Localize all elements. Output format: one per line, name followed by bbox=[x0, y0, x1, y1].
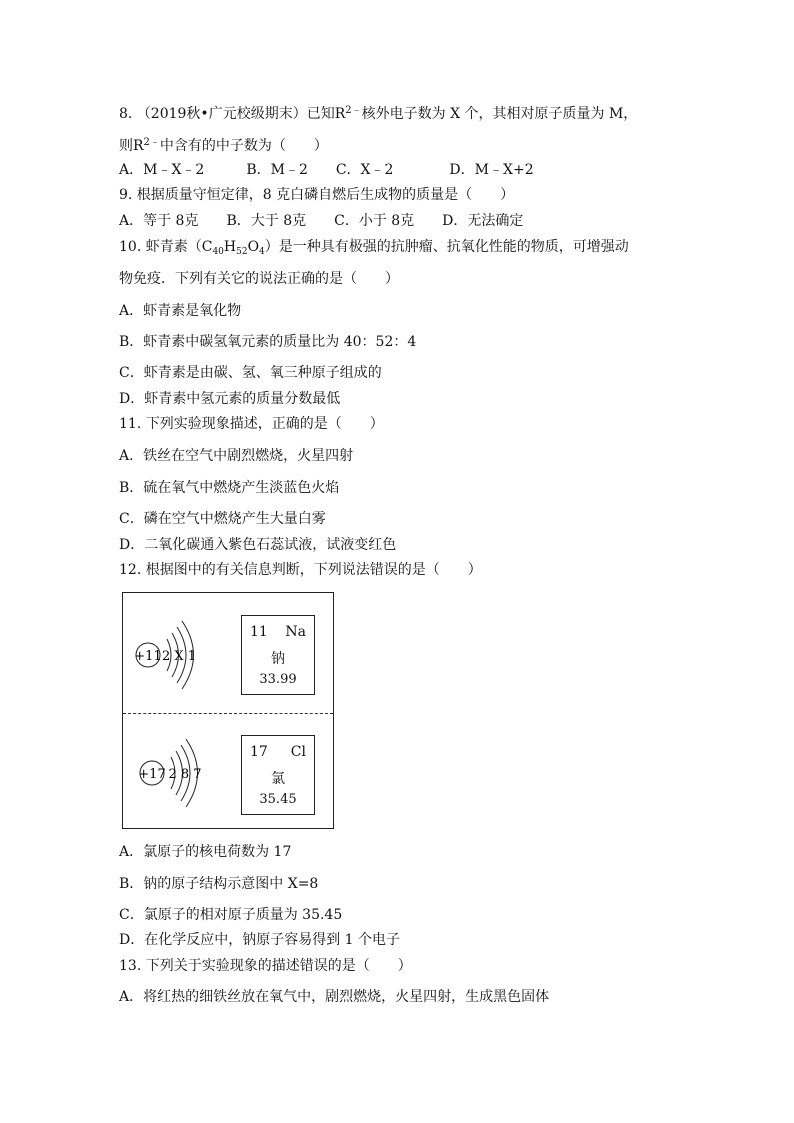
q13-option-a: A．将红热的细铁丝放在氧气中，剧烈燃烧，火星四射，生成黑色固体 bbox=[119, 989, 550, 1005]
q10-sub-o: 4 bbox=[259, 247, 265, 257]
q10-o: O bbox=[247, 239, 260, 255]
cl-atomic-number: 17 bbox=[250, 744, 268, 760]
q12-stem: 12. 根据图中的有关信息判断，下列说法错误的是（ ） bbox=[119, 562, 482, 578]
na-atomic-number: 11 bbox=[250, 624, 268, 640]
q11-stem: 11. 下列实验现象描述，正确的是（ ） bbox=[119, 416, 384, 432]
cl-symbol: Cl bbox=[290, 744, 306, 760]
q8-stem-part2: 核外电子数为 X 个，其相对原子质量为 M， bbox=[361, 106, 638, 122]
q10-stem-part2: ）是一种具有极强的抗肿瘤、抗氧化性能的物质，可增强动 bbox=[264, 239, 629, 255]
q11-option-b: B．硫在氧气中燃烧产生淡蓝色火焰 bbox=[119, 480, 340, 496]
na-symbol: Na bbox=[285, 624, 306, 640]
q9-options: A．等于 8克 B．大于 8克 C．小于 8克 D．无法确定 bbox=[119, 213, 524, 229]
q12-option-b: B．钠的原子结构示意图中 X=8 bbox=[119, 876, 319, 892]
q12-option-d: D．在化学反应中，钠原子容易得到 1 个电子 bbox=[119, 932, 401, 948]
q12-option-a: A．氯原子的核电荷数为 17 bbox=[119, 844, 292, 860]
q11-option-a: A．铁丝在空气中剧烈燃烧，火星四射 bbox=[119, 448, 354, 464]
cl-element-card bbox=[241, 735, 315, 815]
q8-stem-line2 bbox=[119, 134, 328, 155]
cl-name: 氯 bbox=[271, 771, 285, 787]
q8-stem-part1: 8. （2019秋•广元校级期末）已知R bbox=[119, 106, 346, 122]
q10-sub-c: 40 bbox=[212, 247, 224, 257]
q8-options: A．M﹣X﹣2 B．M﹣2 C．X﹣2 D．M﹣X+2 bbox=[119, 162, 534, 178]
q10-option-d: D．虾青素中氢元素的质量分数最低 bbox=[119, 391, 341, 407]
na-element-card bbox=[241, 615, 315, 695]
cl-atomic-mass: 35.45 bbox=[259, 792, 297, 807]
na-nucleus-label: +11 bbox=[134, 649, 162, 664]
q10-option-a: A．虾青素是氧化物 bbox=[119, 303, 242, 319]
q11-option-c: C．磷在空气中燃烧产生大量白雾 bbox=[119, 511, 326, 527]
q10-stem-line1 bbox=[119, 238, 629, 261]
q8-stem-part3: 则R bbox=[119, 138, 144, 154]
figure-divider bbox=[123, 713, 333, 714]
q10-stem-line2: 物免疫．下列有关它的说法正确的是（ ） bbox=[119, 271, 399, 287]
na-atomic-mass: 33.99 bbox=[259, 672, 297, 687]
cl-nucleus-label: +17 bbox=[138, 767, 166, 782]
q10-option-b: B．虾青素中碳氢氧元素的质量比为 40：52：4 bbox=[119, 334, 417, 350]
q9-stem: 9. 根据质量守恒定律，8 克白磷自燃后生成物的质量是（ ） bbox=[119, 187, 515, 203]
cl-shell-electrons: 2 8 7 bbox=[168, 767, 202, 782]
q8-superscript: 2﹣ bbox=[345, 105, 362, 116]
na-name: 钠 bbox=[271, 651, 285, 667]
q11-option-d: D．二氧化碳通入紫色石蕊试液，试液变红色 bbox=[119, 537, 397, 553]
q13-stem: 13. 下列关于实验现象的描述错误的是（ ） bbox=[119, 958, 412, 974]
atom-structure-figure bbox=[122, 592, 334, 829]
q8-superscript-2: 2﹣ bbox=[143, 137, 160, 148]
q12-option-c: C．氯原子的相对原子质量为 35.45 bbox=[119, 907, 343, 923]
q10-stem-part1: 10. 虾青素（C bbox=[119, 239, 213, 255]
q10-h: H bbox=[223, 239, 237, 255]
q10-sub-h: 52 bbox=[236, 247, 248, 257]
q10-option-c: C．虾青素是由碳、氢、氧三种原子组成的 bbox=[119, 365, 382, 381]
q8-stem-part4: 中含有的中子数为（ ） bbox=[159, 138, 328, 154]
na-shell-electrons: 2 X 1 bbox=[161, 649, 197, 664]
q8-stem-line1 bbox=[119, 102, 637, 123]
